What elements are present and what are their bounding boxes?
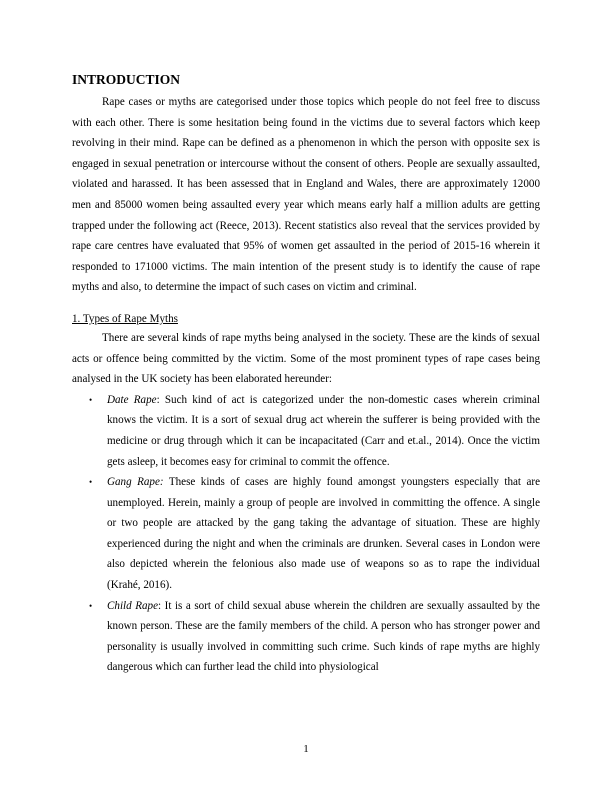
subsection-paragraph: There are several kinds of rape myths being analysed in the society. These are the kinds of sexual acts or offence being committed by the victim. Some of the most prominent types of rape cases being analysed in the UK society has been elaborated hereunder:: [72, 331, 540, 386]
bullet-icon: •: [89, 394, 93, 405]
list-item: [72, 390, 540, 472]
document-page: [72, 70, 540, 678]
rape-myth-types-list: [72, 390, 540, 678]
list-item: [72, 472, 540, 596]
list-item-text: : Such kind of act is categorized under the non-domestic cases wherein criminal knows the victim. It is a sort of sexual drug act wherein the sufferer is being provided with the medicine or drug through which it can be incapacitated (Carr and et.al., 2014). Once the victim gets asleep, it becomes easy for criminal to commit the offence.: [107, 393, 540, 468]
list-item-text: : It is a sort of child sexual abuse wherein the children are sexually assaulted by the known person. These are the family members of the child. A person who has stronger power and personality is usually involved in committing such crime. Such kinds of rape myths are highly dangerous which can further lead the child into physiological: [107, 599, 540, 674]
page-number: 1: [303, 743, 309, 755]
bullet-icon: •: [89, 600, 93, 611]
section-heading: INTRODUCTION: [72, 72, 181, 87]
list-item-term: Gang Rape:: [107, 476, 164, 489]
list-item-term: Date Rape: [107, 393, 157, 406]
bullet-icon: •: [89, 477, 93, 488]
list-item-text: These kinds of cases are highly found amongst youngsters especially that are unemployed. Herein, mainly a group of people are involved in committing the offence. A single or two people are attacked by the gang taking the advantage of situation. These are highly experienced during the night and when the criminals are drunken. Several cases in London were also depicted wherein the felonious also made use of weapons so as to rape the individual (Krahé, 2016).: [107, 476, 540, 592]
subsection-title: 1. Types of Rape Myths: [72, 312, 178, 325]
intro-paragraph: Rape cases or myths are categorised under those topics which people do not feel free to discuss with each other. There is some hesitation being found in the victims due to several factors which keep revolving in their mind. Rape can be defined as a phenomenon in which the person with opposite sex is engaged in sexual penetration or intercourse without the consent of others. People are sexually assaulted, violated and harassed. It has been assessed that in England and Wales, there are approximately 12000 men and 85000 women being assaulted every year which means early half a million adults are getting trapped under the following act (Reece, 2013). Recent statistics also reveal that the services provided by rape care centres have evaluated that 95% of women get assaulted in the period of 2015-16 wherein it responded to 171000 victims. The main intention of the present study is to identify the cause of rape myths and also, to determine the impact of such cases on victim and criminal.: [72, 96, 540, 294]
list-item: [72, 596, 540, 678]
list-item-term: Child Rape: [107, 599, 158, 612]
